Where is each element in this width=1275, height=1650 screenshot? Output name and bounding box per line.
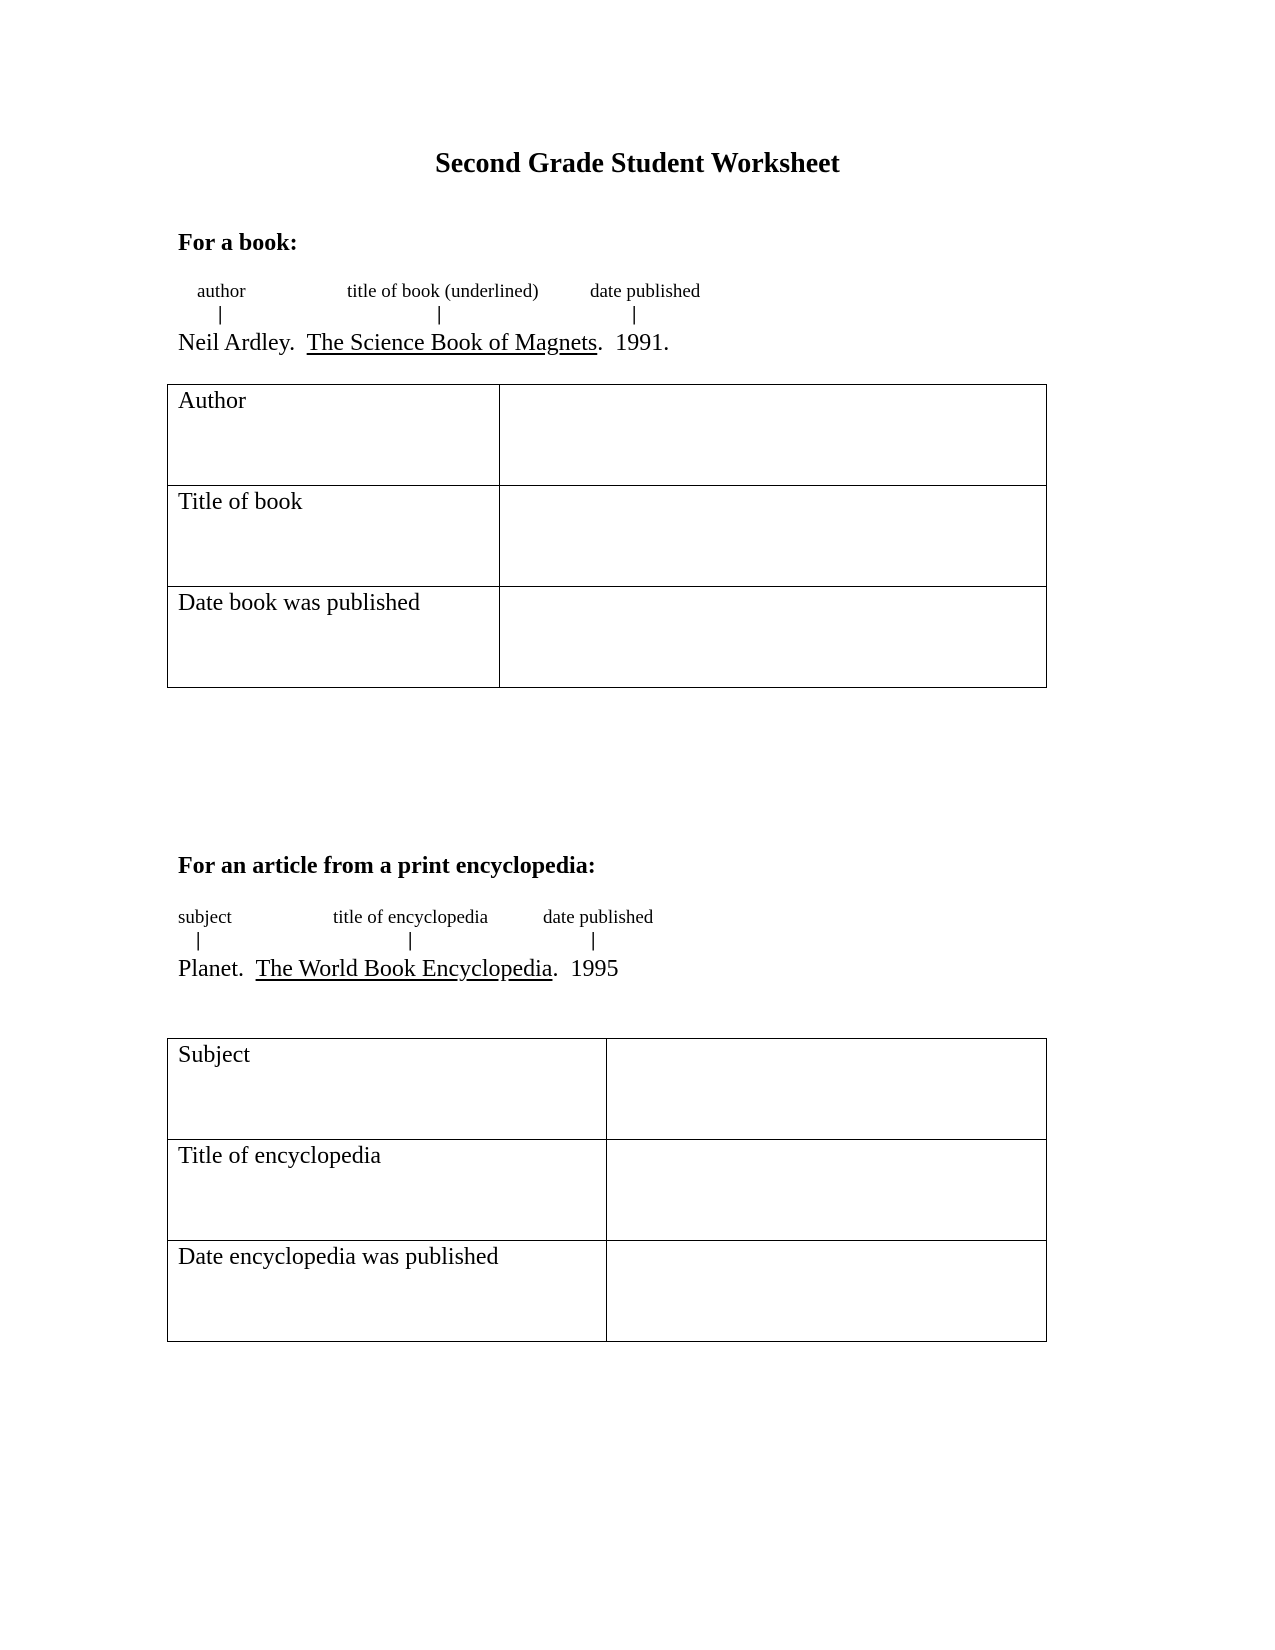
table-row [168,587,1047,688]
citation-subject: Planet. [178,956,244,982]
pointer-enc-date: | [591,929,596,951]
citation-period: . [597,330,604,356]
pointer-date: | [632,303,637,325]
table-row [168,1039,1047,1140]
row-label-enc-date-published: Date encyclopedia was published [168,1241,607,1342]
pointer-enc-title: | [408,929,413,951]
table-row [168,385,1047,486]
table-row [168,1241,1047,1342]
citation-author: Neil Ardley. [178,330,296,356]
row-label-author: Author [168,385,500,486]
row-label-title-of-encyclopedia: Title of encyclopedia [168,1140,607,1241]
label-date-published: date published [590,281,701,302]
label-subject: subject [178,907,232,928]
answer-cell-enc-date[interactable] [607,1241,1047,1342]
answer-cell-author[interactable] [500,385,1047,486]
pointer-author: | [218,303,223,325]
answer-cell-subject[interactable] [607,1039,1047,1140]
label-title-of-encyclopedia: title of encyclopedia [333,907,489,928]
table-row [168,486,1047,587]
answer-cell-enc-title[interactable] [607,1140,1047,1241]
book-section-heading: For a book: [178,230,298,256]
book-citation-example [178,330,669,357]
pointer-subject: | [196,929,201,951]
answer-cell-title[interactable] [500,486,1047,587]
encyclopedia-section-heading: For an article from a print encyclopedia: [178,853,596,879]
citation-title: The Science Book of Magnets [306,330,598,356]
citation-enc-title: The World Book Encyclopedia [255,956,553,982]
pointer-title: | [437,303,442,325]
citation-year: 1991. [615,330,670,356]
row-label-subject: Subject [168,1039,607,1140]
page-title: Second Grade Student Worksheet [435,148,840,179]
book-table [167,384,1047,688]
label-enc-date-published: date published [543,907,654,928]
label-author: author [197,281,246,302]
row-label-title-of-book: Title of book [168,486,500,587]
table-row [168,1140,1047,1241]
encyclopedia-table [167,1038,1047,1342]
citation-enc-year: 1995 [570,956,619,982]
citation-enc-period: . [552,956,559,982]
encyclopedia-citation-example [178,956,618,983]
answer-cell-date[interactable] [500,587,1047,688]
label-title-of-book: title of book (underlined) [347,281,539,302]
row-label-date-published: Date book was published [168,587,500,688]
